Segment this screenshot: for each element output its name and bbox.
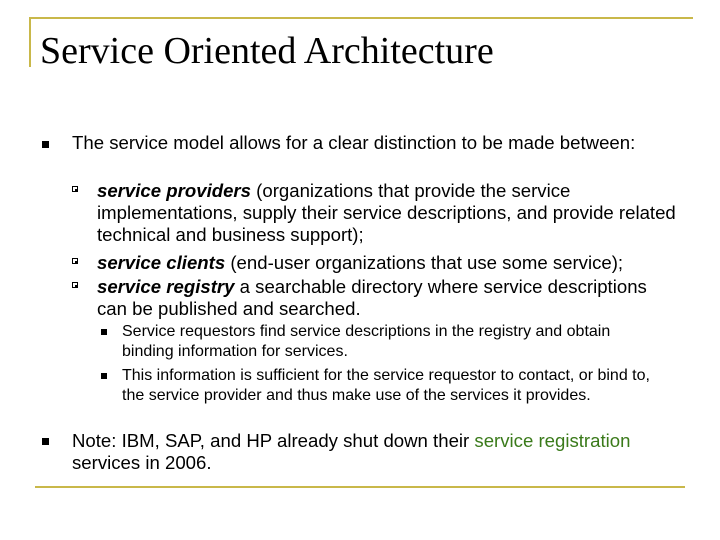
frame-vertical-line	[29, 17, 31, 67]
sub-bullet-clients	[97, 252, 677, 274]
clients-description: (end-user organizations that use some service);	[225, 252, 624, 273]
sub-sub-bullet-1-text: Service requestors find service descriptions in the registry and obtain binding information for services.	[122, 323, 611, 360]
sub-bullet-icon	[72, 258, 78, 264]
registry-description: a searchable directory where service descriptions can be published and searched.	[97, 276, 647, 319]
bullet-square-icon	[42, 141, 49, 148]
sub-bullet-icon	[72, 186, 78, 192]
bullet-2-text	[72, 430, 672, 474]
bullet-square-icon	[101, 329, 107, 335]
sub-bullet-registry	[97, 276, 677, 320]
slide-title: Service Oriented Architecture	[40, 30, 494, 72]
bullet-1-text: The service model allows for a clear distinction to be made between:	[72, 132, 636, 153]
sub-bullet-providers	[97, 180, 677, 246]
bullet-square-icon	[101, 373, 107, 379]
sub-sub-bullet-2-text: This information is sufficient for the service requestor to contact, or bind to, the service provider and thus make use of the services it provides.	[122, 367, 650, 404]
frame-horizontal-line	[29, 17, 693, 19]
term-service-registry: service registry	[97, 276, 235, 297]
footer-line	[35, 486, 685, 488]
note-pre: Note: IBM, SAP, and HP already shut down their	[72, 430, 475, 451]
note-post: services in 2006.	[72, 452, 212, 473]
sub-bullet-icon	[72, 282, 78, 288]
bullet-square-icon	[42, 438, 49, 445]
term-service-providers: service providers	[97, 180, 252, 201]
service-registration-link[interactable]: service registration	[474, 430, 631, 451]
providers-description: (organizations that provide the service implementations, supply their service descriptions, and provide related technical and business support);	[97, 180, 676, 245]
term-service-clients: service clients	[97, 252, 226, 273]
